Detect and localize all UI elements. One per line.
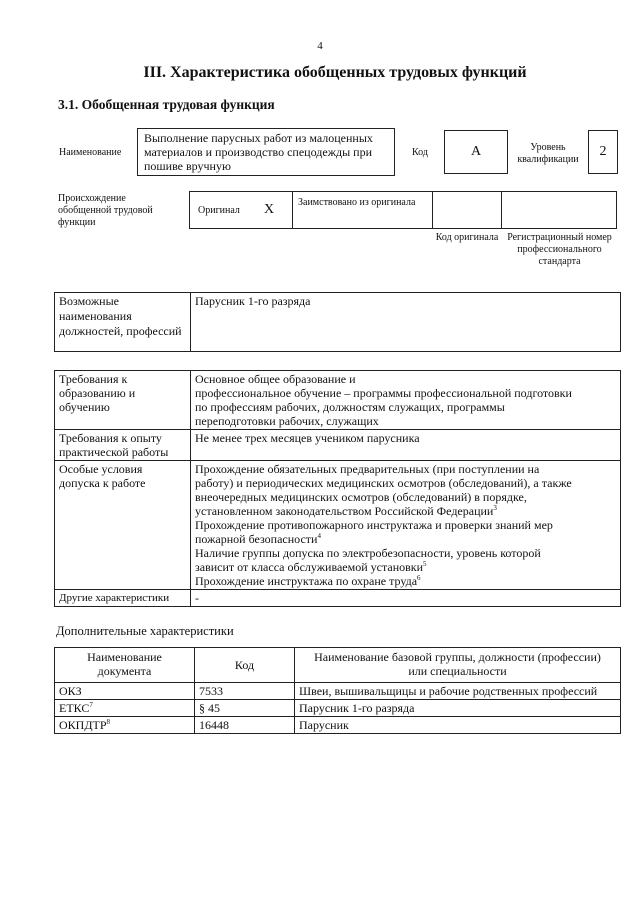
origin-label: Происхождение обобщенной трудовой функции [58,193,153,228]
table-row [55,371,621,430]
footnote-ref: 8 [106,718,111,726]
conditions-line-text: установленном законодательством Российской Федерации [195,504,494,518]
experience-label: Требования к опыту практической работы [55,430,191,461]
code-cell: 7533 [195,683,295,700]
doc-cell [55,717,195,734]
other-label: Другие характеристики [55,590,191,607]
name-cell: Парусник 1-го разряда [295,700,621,717]
education-line: по профессиям рабочих, должностям служащих, программы [195,400,505,414]
additional-table [54,647,621,734]
footnote-ref: 3 [493,504,497,512]
table-row [55,683,621,700]
doc-name: ОКПДТР [59,718,107,732]
conditions-line [195,560,616,574]
reg-number-label: Регистрационный номер профессионального стандарта [507,232,612,267]
conditions-line: Прохождение обязательных предварительных (при поступлении на [195,462,540,476]
otf-code-label: Код [412,147,428,158]
code-cell: 16448 [195,717,295,734]
doc-name: ОКЗ [59,684,82,698]
table-row [55,590,621,607]
column-header: Наименование документа [55,648,195,683]
divider [432,191,433,229]
footnote-ref: 7 [89,701,93,709]
otf-level-value: 2 [588,130,618,174]
other-value: - [191,590,621,607]
education-label: Требования к образованию и обучению [55,371,191,430]
origin-box [189,191,617,229]
conditions-value [191,461,621,590]
table-header-row [55,648,621,683]
conditions-line: работу) и периодических медицинских осмотров (обследований), а также [195,476,572,490]
conditions-line-text: пожарной безопасности [195,532,318,546]
otf-name-label: Наименование [59,147,122,158]
positions-value: Парусник 1-го разряда [191,293,621,352]
name-cell: Швеи, вышивальщицы и рабочие родственных профессий [295,683,621,700]
table-row [55,430,621,461]
original-mark: Х [264,202,275,217]
doc-name: ЕТКС [59,701,90,715]
table-row [55,717,621,734]
doc-cell [55,700,195,717]
footnote-ref: 4 [317,532,321,540]
education-line: профессиональное обучение – программы профессиональной подготовки [195,386,572,400]
conditions-line [195,504,616,518]
additional-title: Дополнительные характеристики [56,624,234,638]
borrowed-label: Заимствовано из оригинала [298,197,416,208]
table-row [55,700,621,717]
otf-code-value: А [444,130,508,174]
column-header: Код [195,648,295,683]
education-line: переподготовки рабочих, служащих [195,414,379,428]
conditions-line: Наличие группы допуска по электробезопасности, уровень которой [195,546,541,560]
conditions-line [195,574,616,588]
education-value [191,371,621,430]
name-cell: Парусник [295,717,621,734]
page-number: 4 [317,40,323,52]
doc-cell [55,683,195,700]
conditions-line-text: зависит от класса обслуживаемой установки [195,560,424,574]
conditions-label: Особые условия допуска к работе [55,461,191,590]
education-line: Основное общее образование и [195,372,356,386]
conditions-line: внеочередных медицинских осмотров (обследований) в порядке, [195,490,527,504]
code-cell: § 45 [195,700,295,717]
otf-level-label: Уровень квалификации [517,142,579,165]
conditions-line-text: Прохождение инструктажа по охране труда [195,574,418,588]
experience-value: Не менее трех месяцев учеником парусника [191,430,621,461]
positions-label: Возможные наименования должностей, профессий [55,293,191,352]
conditions-line [195,532,616,546]
original-label: Оригинал [198,205,240,216]
positions-table [54,292,621,352]
table-row [55,293,621,352]
footnote-ref: 5 [423,560,427,568]
subsection-heading: 3.1. Обобщенная трудовая функция [58,97,275,112]
divider [292,191,293,229]
divider [501,191,502,229]
requirements-table [54,370,621,607]
table-row [55,461,621,590]
code-original-label: Код оригинала [435,232,499,243]
section-heading: III. Характеристика обобщенных трудовых функций [143,64,527,81]
footnote-ref: 6 [417,574,421,582]
otf-name-value: Выполнение парусных работ из малоценных материалов и производство спецодежды при пошиве вручную [137,128,395,176]
conditions-line: Прохождение противопожарного инструктажа и проверки знаний мер [195,518,553,532]
column-header: Наименование базовой группы, должности (профессии) или специальности [295,648,621,683]
